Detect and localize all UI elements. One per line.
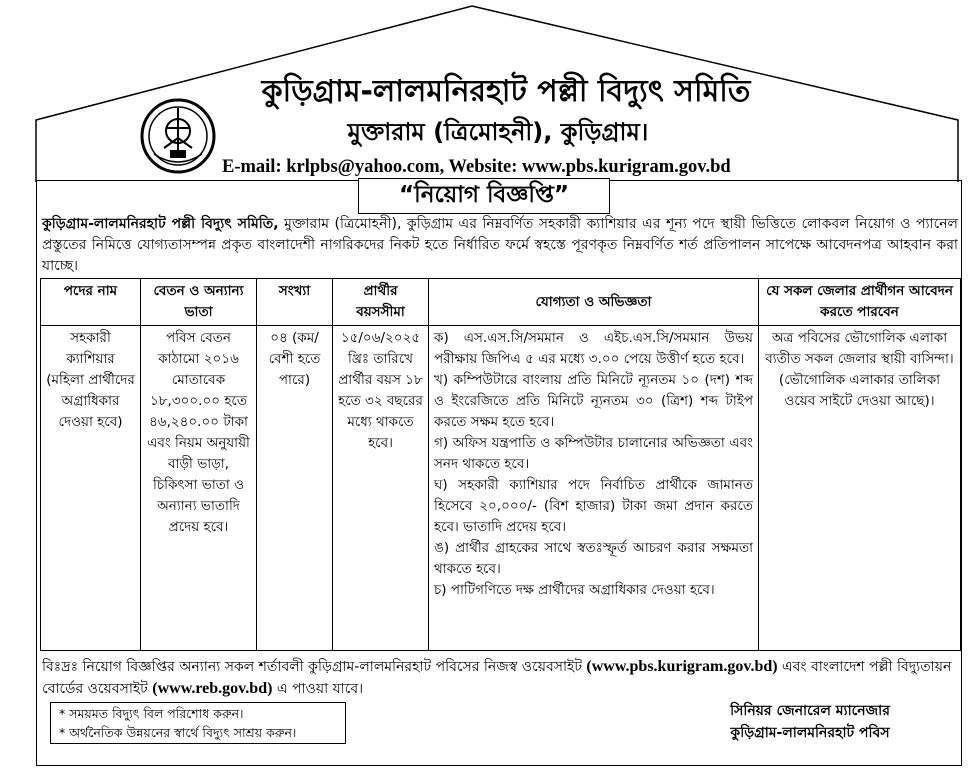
contact-line: E-mail: krlpbs@yahoo.com, Website: www.pbs.kurigram.gov.bd	[222, 157, 731, 177]
footer-note-text: বিঃদ্রঃ নিয়োগ বিজ্ঞপ্তির অন্যান্য সকল শর্তাবলী কুড়িগ্রাম-লালমনিরহাট পবিসের নিজস্ব ওয়েবসাইট	[42, 659, 587, 675]
intro-org-name: কুড়িগ্রাম-লালমনিরহাট পল্লী বিদ্যুৎ সমিতি,	[42, 216, 279, 232]
header-districts: যে সকল জেলার প্রার্থীগন আবেদন করতে পারবেন	[759, 279, 961, 326]
signature-block	[680, 700, 940, 744]
organization-title: কুড়িগ্রাম-লালমনিরহাট পল্লী বিদ্যুৎ সমিতি	[261, 74, 751, 109]
slogan-line: * সময়মত বিদ্যুৎ বিল পরিশোধ করুন।	[59, 706, 244, 721]
footer-website-link[interactable]: (www.pbs.kurigram.gov.bd)	[586, 658, 778, 675]
footer-note-text: এবং বাংলাদেশ পল্লী বিদ্যুতায়ন বোর্ডের ওয়েবসাইট	[42, 659, 952, 697]
slogan-line: * অর্থনৈতিক উন্নয়নের স্বার্থে বিদ্যুৎ সাশ্রয় করুন।	[59, 725, 297, 740]
signature-org: কুড়িগ্রাম-লালমনিরহাট পবিস	[730, 725, 890, 741]
intro-paragraph	[42, 214, 958, 277]
cell-qualifications	[429, 326, 759, 651]
notice-heading: “নিয়োগ বিজ্ঞপ্তি”	[358, 178, 610, 214]
footer-note	[42, 656, 958, 700]
slogan-box	[50, 702, 346, 744]
cell-age: ১৫/০৬/২০২৫ খ্রিঃ তারিখে প্রার্থীর বয়স ১৮ হতে ৩২ বছরের মধ্যে থাকতে হবে।	[333, 326, 429, 651]
qualification-item: ক) এস.এস.সি/সমমান ও এইচ.এস.সি/সমমান উভয় পরীক্ষায় জিপিএ ৫ এর মধ্যে ৩.০০ পেয়ে উত্তীর্ণ হতে হবে।	[434, 330, 753, 367]
qualification-item: চ) পাটিগণিতে দক্ষ প্রার্থীদের অগ্রাধিকার দেওয়া হবে।	[434, 582, 715, 598]
header-post: পদের নাম	[41, 279, 141, 326]
footer-reb-link[interactable]: (www.reb.gov.bd)	[152, 680, 273, 697]
cell-districts: অত্র পবিসের ভৌগোলিক এলাকা ব্যতীত সকল জেলার স্থায়ী বাসিন্দা। (ভৌগোলিক এলাকার তালিকা ওয়েব সাইটে দেওয়া আছে)।	[759, 326, 961, 651]
signature-title: সিনিয়র জেনারেল ম্যানেজার	[730, 703, 890, 719]
footer-note-text: এ পাওয়া যাবে।	[272, 681, 364, 697]
vacancy-table	[40, 278, 961, 651]
table-row	[41, 326, 961, 651]
table-header-row	[41, 279, 961, 326]
qualification-item: খ) কম্পিউটারে বাংলায় প্রতি মিনিটে ন্যূনতম ১০ (দশ) শব্দ ও ইংরেজিতে প্রতি মিনিটে ন্যূনতম ৩০ (ত্রিশ) শব্দ টাইপ করতে সক্ষম হতে হবে।	[434, 372, 753, 430]
cell-count: ০৪ (কম/ বেশী হতে পারে)	[257, 326, 333, 651]
organization-address: মুক্তারাম (ত্রিমোহনী), কুড়িগ্রাম।	[347, 118, 649, 146]
qualification-item: গ) অফিস যন্ত্রপাতি ও কম্পিউটার চালানোর অভিজ্ঞতা এবং সনদ থাকতে হবে।	[434, 435, 753, 472]
qualification-item: ঙ) প্রার্থীর গ্রাহকের সাথে স্বতঃস্ফূর্ত আচরণ করার সক্ষমতা থাকতে হবে।	[434, 540, 753, 577]
intro-text: মুক্তারাম (ত্রিমোহনী), কুড়িগ্রাম এর নিম্নবর্ণিত সহকারী ক্যাশিয়ার এর শূন্য পদে স্থায়ী ভিত্তিতে লোকবল নিয়োগ ও প্যানেল প্রস্তুতের নিমিত্তে যোগ্যতাসম্পন্ন প্রকৃত বাংলাদেশী নাগরিকদের নিকট হতে নির্ধারিত ফর্মে স্বহস্তে পূরণকৃত নিম্নবর্ণিত শর্ত প্রতিপালন সাপেক্ষে আবেদনপত্র আহবান করা যাচ্ছে।	[42, 216, 958, 274]
header-qualification: যোগ্যতা ও অভিজ্ঞতা	[429, 279, 759, 326]
header-salary: বেতন ও অন্যান্য ভাতা	[141, 279, 257, 326]
pbs-logo-icon	[140, 98, 216, 174]
header-count: সংখ্যা	[257, 279, 333, 326]
header-age: প্রার্থীর বয়সসীমা	[333, 279, 429, 326]
qualification-item: ঘ) সহকারী ক্যাশিয়ার পদে নির্বাচিত প্রার্থীকে জামানত হিসেবে ২০,০০০/- (বিশ হাজার) টাকা জমা প্রদান করতে হবে। ভাতাদি প্রদেয় হবে।	[434, 477, 753, 535]
cell-post: সহকারী ক্যাশিয়ার (মহিলা প্রার্থীদের অগ্রাধিকার দেওয়া হবে)	[41, 326, 141, 651]
cell-salary: পবিস বেতন কাঠামো ২০১৬ মোতাবেক ১৮,৩০০.০০ হতে ৪৬,২৪০.০০ টাকা এবং নিয়ম অনুযায়ী বাড়ী ভাড়া, চিকিৎসা ভাতা ও অন্যান্য ভাতাদি প্রদেয় হবে।	[141, 326, 257, 651]
